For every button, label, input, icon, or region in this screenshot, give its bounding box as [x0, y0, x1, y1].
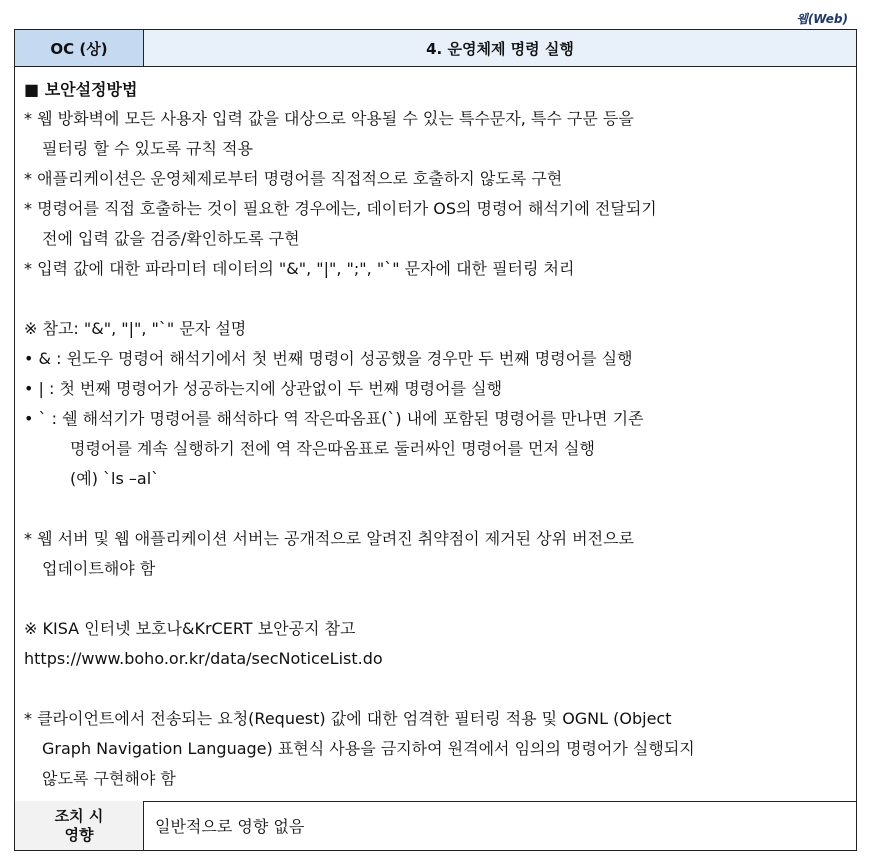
bullet-line: • | : 첫 번째 명령어가 성공하는지에 상관없이 두 번째 명령어를 실행 [24, 379, 503, 398]
text-line: 전에 입력 값을 검증/확인하도록 구현 [42, 229, 300, 248]
text-line: * 애플리케이션은 운영체제로부터 명령어를 직접적으로 호출하지 않도록 구현 [24, 169, 563, 188]
reference-note: ※ KISA 인터넷 보호나&KrCERT 보안공지 참고 [24, 619, 356, 638]
bullet-line: • ` : 쉘 해석기가 명령어를 해석하다 역 작은따옴표(`) 내에 포함된 명령어를 만나면 기존 [24, 409, 644, 428]
text-line: * 명령어를 직접 호출하는 것이 필요한 경우에는, 데이터가 OS의 명령어 해석기에 전달되기 [24, 199, 657, 218]
security-guide-table [14, 29, 857, 851]
text-line: 명령어를 계속 실행하기 전에 역 작은따옴표로 둘러싸인 명령어를 먼저 실행 [70, 439, 595, 458]
impact-label-line1: 조치 시 [54, 806, 104, 825]
header-row [15, 30, 856, 67]
note-title: ※ 참고: "&", "|", "`" 문자 설명 [24, 319, 247, 338]
impact-label-cell [15, 801, 144, 850]
text-line: 않도록 구현해야 함 [42, 769, 176, 788]
impact-value-cell: 일반적으로 영향 없음 [155, 817, 305, 836]
text-line: * 입력 값에 대한 파라미터 데이터의 "&", "|", ";", "`" 문자에 대한 필터링 처리 [24, 259, 575, 278]
section-title: ■ 보안설정방법 [24, 80, 138, 99]
text-line: * 웹 서버 및 웹 애플리케이션 서버는 공개적으로 알려진 취약점이 제거된 상위 버전으로 [24, 529, 634, 548]
text-line: * 웹 방화벽에 모든 사용자 입력 값을 대상으로 악용될 수 있는 특수문자, 특수 구문 등을 [24, 109, 634, 128]
text-line: 업데이트해야 함 [42, 559, 156, 578]
content-cell [15, 66, 856, 802]
example-line: (예) `ls –al` [70, 469, 160, 488]
reference-url: https://www.boho.or.kr/data/secNoticeList.do [24, 649, 383, 668]
text-line: Graph Navigation Language) 표현식 사용을 금지하여 원격에서 임의의 명령어가 실행되지 [42, 739, 695, 758]
impact-label-line2: 영향 [64, 825, 94, 844]
text-line: 필터링 할 수 있도록 규칙 적용 [42, 139, 253, 158]
item-title-cell: 4. 운영체제 명령 실행 [144, 30, 856, 66]
category-label: 웹(Web) [796, 12, 848, 26]
item-code-cell: OC (상) [15, 30, 144, 66]
bullet-line: • & : 윈도우 명령어 해석기에서 첫 번째 명령이 성공했을 경우만 두 번째 명령어를 실행 [24, 349, 633, 368]
text-line: * 클라이언트에서 전송되는 요청(Request) 값에 대한 엄격한 필터링 적용 및 OGNL (Object [24, 709, 672, 728]
